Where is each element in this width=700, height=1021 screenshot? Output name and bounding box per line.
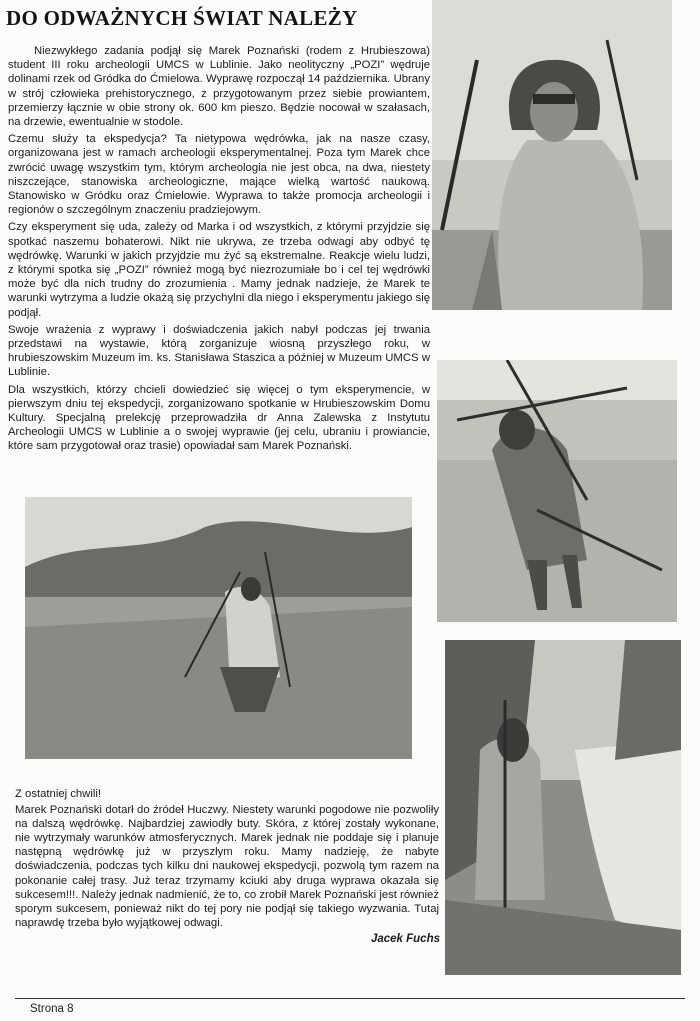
late-update	[15, 787, 439, 930]
update-text: Marek Poznański dotarł do źródeł Huczwy. Niestety warunki pogodowe nie pozwoliły na dalszą wędrówkę. Najbardziej zawiodły buty. Skóra, z której zostały wykonane, nie wytrzymały warunków atmosferycznych. Marek jednak nie poddaje się i planuje następną wędrówkę już w przyszłym roku. Mamy nadzieję, że nabyte doświadczenia, podczas tych kilku dni naukowej ekspedycji, pozwolą tym razem na pokonanie całej trasy. Już teraz trzymamy kciuki aby druga wyprawa okazała się sukcesem!!!. Należy jednak nadmienić, że to, co zrobił Marek Poznański jest również sporym sukcesem, ponieważ nikt do tej pory nie podjął się takiego wyzwania. Tutaj naprawdę trzeba było wyjątkowej odwagi.	[15, 804, 439, 929]
photo-tall-grass	[25, 497, 412, 759]
photo-field-walk	[437, 360, 677, 622]
page-number: Strona 8	[30, 1003, 74, 1015]
paragraph-purpose: Czemu służy ta ekspedycja? Ta nietypowa wędrówka, jak na nasze czasy, organizowana jest w ramach archeologii eksperymentalnej. Poza tym Marek chce zwrócić uwagę wszystkim tym, którym archeologia nie jest obca, na dwa, niestety niszczejące, stanowiska archeologiczne, mające wielką wartość naukową. Stanowisko w Gródku oraz Ćmielowie. Wyprawa to także promocja archeologii i regionów o szczególnym znaczeniu pradziejowym.	[8, 133, 430, 217]
paragraph-conditions: Czy eksperyment się uda, zależy od Marka i od wszystkich, z którymi przyjdzie się spotkać naszemu bohaterowi. Nikt nie ukrywa, ze trzeba odwagi aby odbyć tę wędrówkę. Warunki w jakich przyjdzie mu żyć są ekstremalne. Reakcje wielu ludzi, z którymi spotka się „POZI” również mogą być niezrozumiałe bo i cel tej wędrówki może być dla nich trudny do zrozumienia . Mamy jednak nadzieje, że Marek te warunki wytrzyma a ludzie okażą się przychylni dla niego i eksperymentu jakiego się podjął.	[8, 221, 430, 319]
article-body	[8, 44, 430, 457]
paragraph-exhibition: Swoje wrażenia z wyprawy i doświadczenia jakich nabył podczas jej trwania przedstawi na wystawie, którą zorganizuje wiosną przyszłego roku, w hrubieszowskim Muzeum im. ks. Stanisława Staszica a później w Muzeum UMCS w Lublinie.	[8, 323, 430, 379]
update-heading: Z ostatniej chwili!	[15, 788, 102, 800]
author-signature: Jacek Fuchs	[370, 933, 440, 945]
paragraph-meeting: Dla wszystkich, którzy chcieli dowiedzieć się więcej o tym eksperymencie, w pierwszym dniu tej ekspedycji, zorganizowano spotkanie w Hrubieszowskim Domu Kultury. Specjalną prelekcję przeprowadziła dr Anna Zalewska z Instytutu Archeologii UMCS w Lublinie a o swojej wyprawie (jej celu, ubraniu i prowiancie, które sam przygotował oraz trasie) opowiadał sam Marek Poznański.	[8, 383, 430, 453]
footer-divider	[15, 998, 685, 999]
photo-portrait	[432, 0, 672, 310]
photo-riverside	[445, 640, 681, 975]
article-title: DO ODWAŻNYCH ŚWIAT NALEŻY	[6, 6, 358, 30]
paragraph-intro: Niezwykłego zadania podjął się Marek Poznański (rodem z Hrubieszowa) student III roku archeologii UMCS w Lublinie. Jako neolityczny „POZI” wędruje dolinami rzek od Gródka do Ćmielowa. Wyprawę rozpoczął 14 października. Ubrany w strój człowieka prehistorycznego, z przygotowanym przez siebie prowiantem, przemierzy łącznie w obie strony ok. 600 km pieszo. Będzie nocował w szałasach, na drzewie, ewentualnie w stodole.	[8, 45, 430, 129]
